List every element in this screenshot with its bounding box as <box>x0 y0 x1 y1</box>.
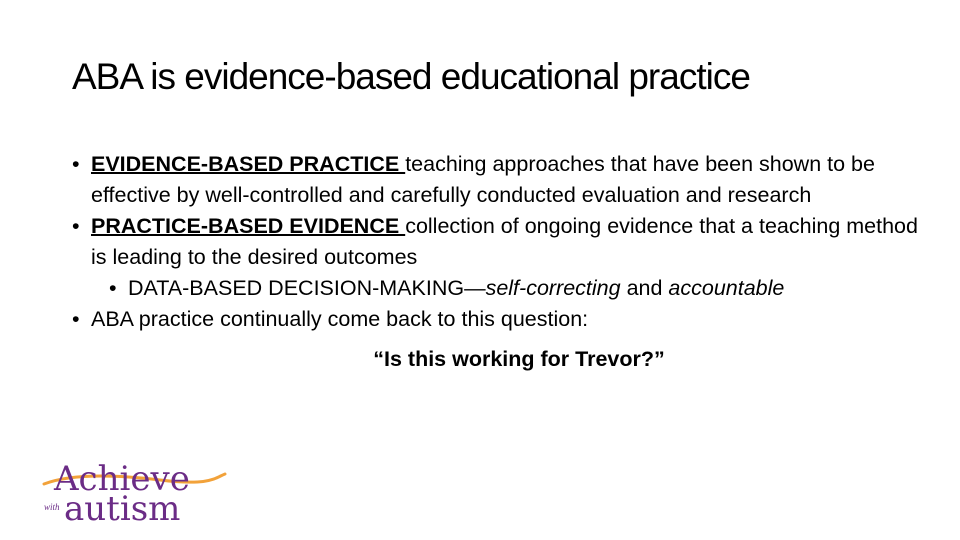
term-evidence-based-practice: EVIDENCE-BASED PRACTICE <box>91 152 406 176</box>
bullet-icon: • <box>109 276 117 300</box>
slide-title: ABA is evidence-based educational practice <box>72 56 750 97</box>
question-quote: “Is this working for Trevor?” <box>373 347 665 371</box>
bullet-icon: • <box>72 152 80 176</box>
bullet-practice-based-evidence <box>72 211 922 273</box>
bullet-icon: • <box>72 214 80 238</box>
bullet-aba-practice-question <box>72 304 922 335</box>
logo-achieve-text: Achieve <box>54 459 190 499</box>
and-text: and <box>620 276 669 300</box>
logo-with-text: with <box>44 502 60 512</box>
slide-body <box>72 149 922 375</box>
achieve-with-autism-logo <box>40 454 230 526</box>
logo-autism-text: autism <box>64 489 181 526</box>
self-correcting-text: self-correcting <box>485 276 621 300</box>
term-practice-based-evidence: PRACTICE-BASED EVIDENCE <box>91 214 406 238</box>
bullet-icon: • <box>72 307 80 331</box>
sub-bullet-text: DATA-BASED DECISION-MAKING— <box>128 276 486 300</box>
sub-bullet-data-based-decision-making <box>109 273 922 304</box>
bullet-evidence-based-practice <box>72 149 922 211</box>
definition-evidence-based-practice: teaching approaches that have been shown to be effective by well-controlled and carefully conducted evaluation and research <box>91 152 875 207</box>
definition-practice-based-evidence: collection of ongoing evidence that a teaching method is leading to the desired outcomes <box>91 214 918 269</box>
accountable-text: accountable <box>668 276 785 300</box>
aba-practice-text: ABA practice continually come back to this question: <box>91 307 589 331</box>
